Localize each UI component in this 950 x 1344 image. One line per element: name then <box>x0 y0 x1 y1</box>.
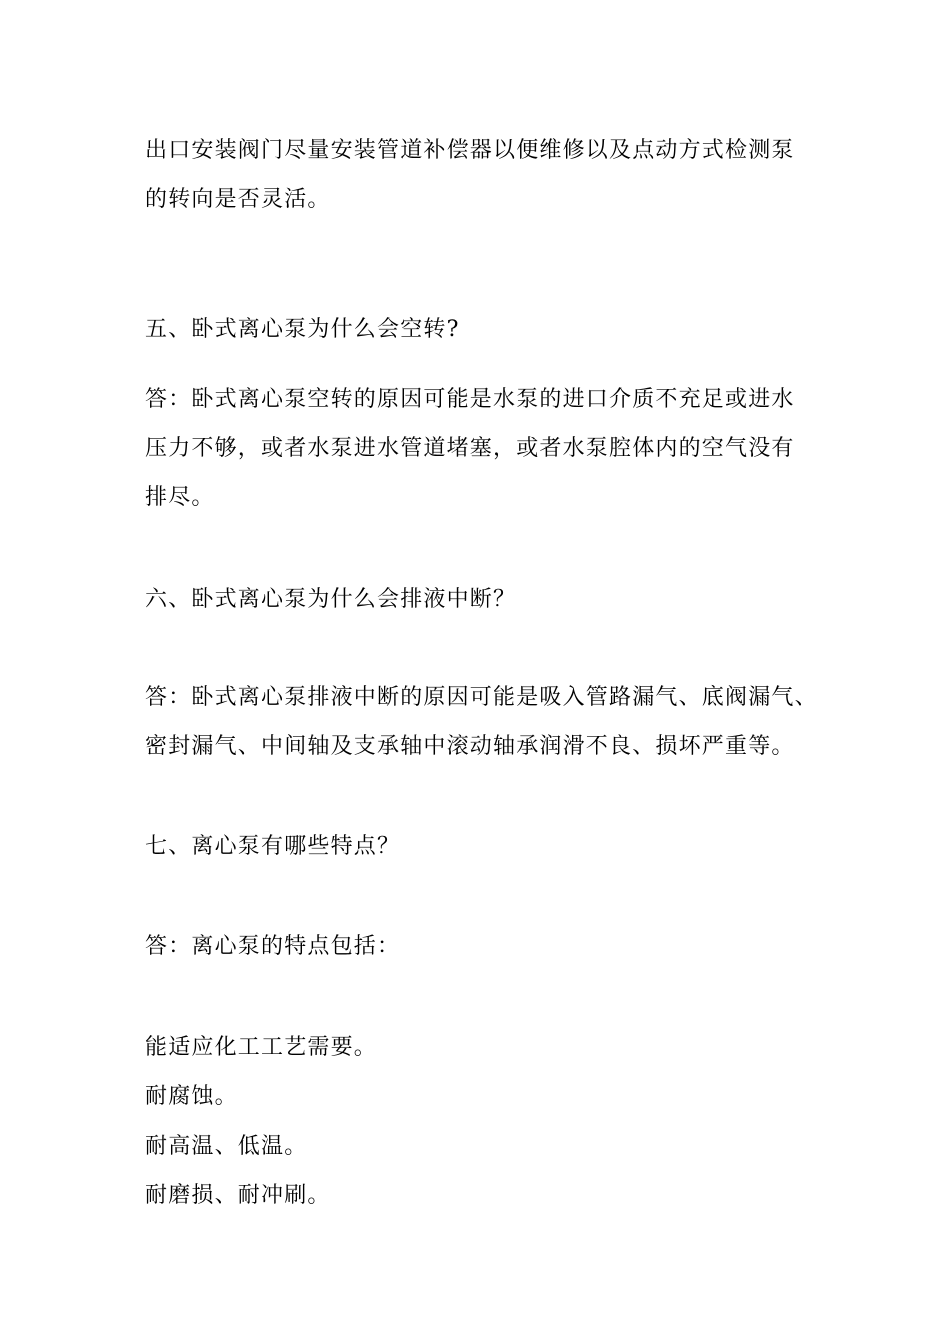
answer-5-line-2: 压力不够，或者水泵进水管道堵塞，或者水泵腔体内的空气没有 <box>145 436 795 461</box>
question-5-heading: 五、卧式离心泵为什么会空转? <box>145 317 460 342</box>
feature-list-item-2: 耐腐蚀。 <box>145 1084 238 1109</box>
intro-paragraph-line-2: 的转向是否灵活。 <box>145 187 331 212</box>
answer-7-intro: 答：离心泵的特点包括： <box>145 934 401 959</box>
feature-list-item-1: 能适应化工工艺需要。 <box>145 1035 378 1060</box>
answer-6-line-2: 密封漏气、中间轴及支承轴中滚动轴承润滑不良、损坏严重等。 <box>145 734 795 759</box>
answer-5-line-3: 排尽。 <box>145 485 215 510</box>
intro-paragraph-line-1: 出口安装阀门尽量安装管道补偿器以便维修以及点动方式检测泵 <box>145 138 795 163</box>
question-7-heading: 七、离心泵有哪些特点？ <box>145 834 401 859</box>
answer-5-line-1: 答：卧式离心泵空转的原因可能是水泵的进口介质不充足或进水 <box>145 387 795 412</box>
feature-list-item-4: 耐磨损、耐冲刷。 <box>145 1183 331 1208</box>
feature-list-item-3: 耐高温、低温。 <box>145 1134 308 1159</box>
answer-6-line-1: 答：卧式离心泵排液中断的原因可能是吸入管路漏气、底阀漏气、 <box>145 685 818 710</box>
question-6-heading: 六、卧式离心泵为什么会排液中断？ <box>145 587 517 612</box>
